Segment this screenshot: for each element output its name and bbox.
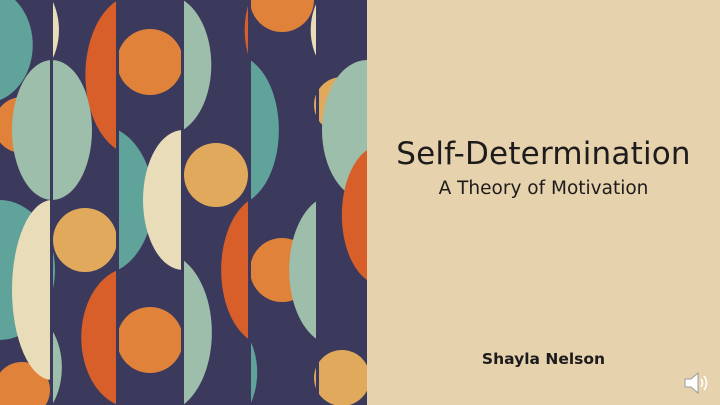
title-block [367,132,720,202]
speaker-icon[interactable] [682,371,712,395]
slide-title: Self-Determination [396,136,691,172]
author-name: Shayla Nelson [481,350,606,368]
slide-subtitle: A Theory of Motivation [438,178,649,199]
